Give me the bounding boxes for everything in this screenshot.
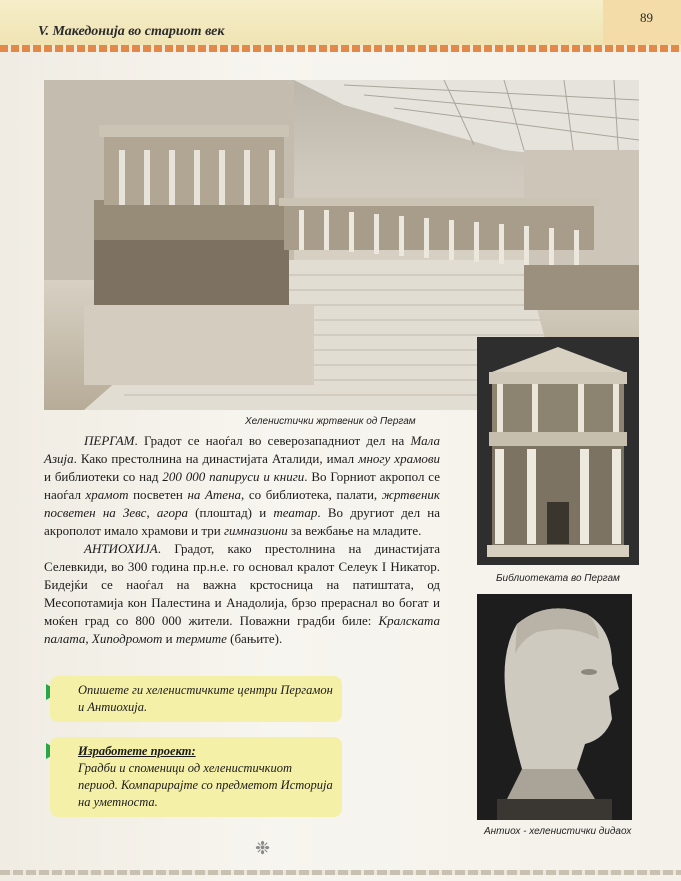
pergamon-library-photo: [477, 337, 639, 565]
bust-illustration: [477, 594, 632, 820]
bust-caption: Антиох - хеленистички дидаох: [484, 826, 632, 837]
task-project: [50, 737, 342, 817]
library-illustration: [477, 337, 639, 565]
paragraph-antiohija: АНТИОХИЈА. Градот, како престолнина на династијата Селевкиди, во 300 година пр.н.е. го основал кралот Селеук I Никатор. Бидејќи се наоѓал на важна крстосница на патиштата, од Месопотамија кон Палестина и Анадолија, брзо прераснал во богат и моќен град со 800 000 жители. Поважни градби биле: Кралската палата, Хиподромот и термите (бањите).: [44, 541, 440, 646]
page-stamp-icon: ❉: [255, 838, 271, 858]
page-header: [0, 0, 681, 48]
paragraph-pergam: ПЕРГАМ. Градот се наоѓал во северозападниот дел на Мала Азија. Како престолнина на династијата Аталиди, имал многу храмови и библиотеки со над 200 000 папируси и книги. Во Горниот акропол се наоѓал храмот посветен на Атена, со библиотека, палати, жртвеник посветен на Зевс, агора (плоштад) и театар. Во другиот дел на акрополот имало храмови и три гимназиони за вежбање на младите.: [44, 433, 441, 538]
task-describe-centers: Опишете ги хеленистичките центри Пергамон и Антиохија.: [50, 676, 342, 722]
antiochus-bust-photo: [477, 594, 632, 820]
page-number: 89: [640, 10, 653, 25]
altar-caption: Хеленистички жртвеник од Пергам: [245, 416, 416, 427]
footer-stripe: [0, 870, 681, 875]
term-pergam: ПЕРГАМ: [84, 433, 135, 448]
task-project-body: Градби и споменици од хеленистичкиот период. Компарирајте со предметот Историја на уметноста.: [78, 761, 333, 809]
library-caption: Библиотеката во Пергам: [496, 573, 620, 584]
page-number-box: [603, 0, 681, 45]
body-text: [44, 432, 440, 648]
term-antiohija: АНТИОХИЈА: [84, 541, 158, 556]
chapter-title: V. Македонија во стариот век: [38, 24, 225, 39]
header-stripe: [0, 45, 681, 52]
task-project-title: Изработете проект:: [78, 744, 196, 758]
